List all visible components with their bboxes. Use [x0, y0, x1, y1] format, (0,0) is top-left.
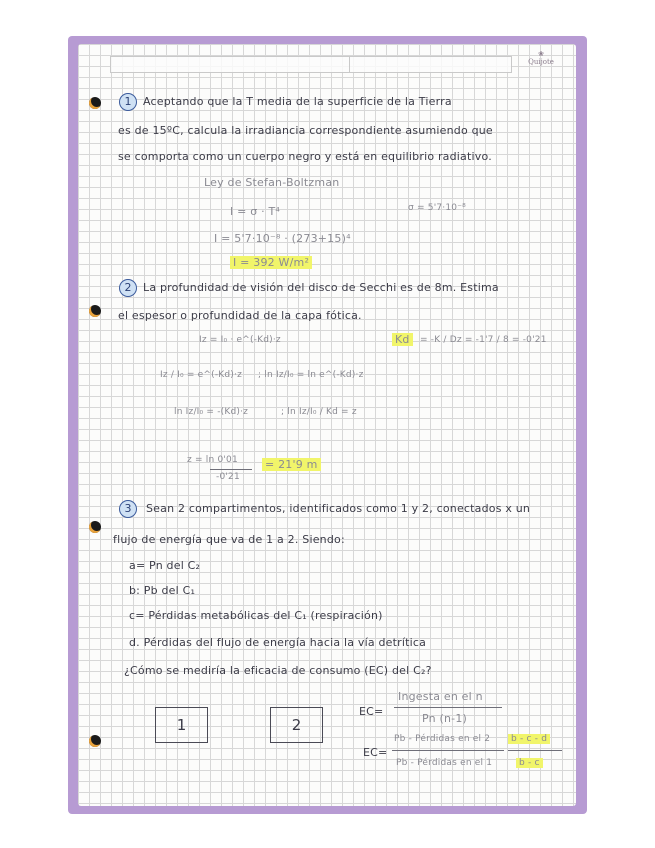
formula-z: ; ln Iz/I₀ / Kd = z: [281, 407, 357, 417]
item-a: a= Pn del C₂: [129, 559, 201, 572]
binder-hole: [89, 735, 101, 747]
formula-iz: Iz = I₀ · e^(-Kd)·z: [199, 335, 281, 345]
problem-3-line-2: flujo de energía que va de 1 a 2. Siendo:: [113, 533, 345, 546]
z-fraction-line: [210, 469, 252, 470]
equation-2: I = 5'7·10⁻⁸ · (273+15)⁴: [214, 232, 351, 245]
formula-log: ; ln Iz/I₀ = ln e^(-Kd)·z: [258, 370, 364, 380]
kd-equation: = -K / Dz = -1'7 / 8 = -0'21: [420, 335, 547, 345]
binder-hole: [89, 305, 101, 317]
ec-fraction-line-1: [394, 707, 502, 708]
header-box: [110, 56, 512, 73]
ec-fraction-line-2: [392, 750, 504, 751]
ec-result-numerator: b - c - d: [508, 734, 550, 744]
ec-denominator-2: Pb - Pérdidas en el 1: [396, 758, 493, 768]
problem-1-line-3: se comporta como un cuerpo negro y está en equilibrio radiativo.: [118, 150, 492, 163]
problem-2-number: 2: [119, 279, 137, 297]
item-b: b: Pb del C₁: [129, 584, 196, 597]
problem-1-number: 1: [119, 93, 137, 111]
ec-result-fraction-line: [508, 750, 562, 751]
problem-2-line-2: el espesor o profundidad de la capa fótica.: [118, 309, 362, 322]
z-result: = 21'9 m: [262, 458, 321, 471]
ec-numerator-2: Pb - Pérdidas en el 2: [394, 734, 491, 744]
item-c: c= Pérdidas metabólicas del C₁ (respiración): [129, 609, 383, 622]
equation-1: I = σ · T⁴: [230, 205, 281, 218]
problem-1-line-2: es de 15ºC, calcula la irradiancia correspondiente asumiendo que: [118, 124, 493, 137]
brand-logo: ❀ Quijote: [528, 50, 554, 66]
item-d: d. Pérdidas del flujo de energía hacia la vía detrítica: [129, 636, 427, 649]
binder-hole: [89, 521, 101, 533]
irradiance-result: I = 392 W/m²: [230, 256, 312, 269]
problem-3-line-1: Sean 2 compartimentos, identificados como 1 y 2, conectados x un: [146, 502, 531, 515]
z-numerator: z = ln 0'01: [187, 455, 238, 465]
kd-label: Kd: [392, 333, 413, 346]
problem-1-line-1: Aceptando que la T media de la superficie de la Tierra: [143, 95, 452, 108]
question: ¿Cómo se mediría la eficacia de consumo (EC) del C₂?: [124, 664, 432, 677]
formula-log-kd: ln Iz/I₀ = -(Kd)·z: [174, 407, 249, 417]
compartment-2-box: 2: [270, 707, 323, 743]
ec-denominator-1: Pn (n-1): [422, 712, 468, 725]
ec-result-denominator: b - c: [516, 758, 543, 768]
binder-hole: [89, 97, 101, 109]
ec-numerator-1: Ingesta en el n: [398, 690, 483, 703]
z-denominator: -0'21: [216, 472, 240, 482]
ec-label-2: EC=: [363, 746, 388, 759]
formula-ratio: Iz / I₀ = e^(-Kd)·z: [160, 370, 243, 380]
problem-3-number: 3: [119, 500, 137, 518]
ec-label-1: EC=: [359, 705, 384, 718]
compartment-1-box: 1: [155, 707, 208, 743]
sigma-constant: σ = 5'7·10⁻⁸: [408, 203, 466, 213]
problem-2-line-1: La profundidad de visión del disco de Secchi es de 8m. Estima: [143, 281, 499, 294]
stefan-boltzmann-law: Ley de Stefan-Boltzman: [204, 176, 340, 189]
